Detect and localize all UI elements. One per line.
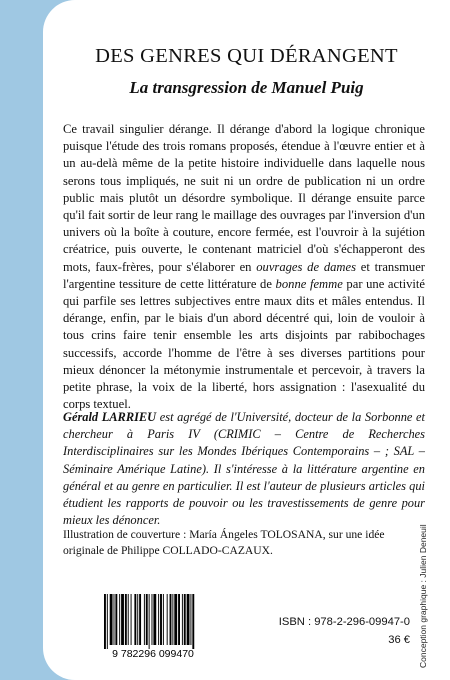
barcode-bar (125, 594, 127, 645)
illustration-credit: Illustration de couverture : María Ángeles TOLOSANA, sur une idée originale de Philippe COLLADO-CAZAUX. (63, 528, 385, 557)
barcode-bar (182, 594, 183, 645)
barcode-bar (137, 594, 138, 645)
book-title: DES GENRES QUI DÉRANGENT (95, 45, 398, 67)
barcode-bar (110, 594, 113, 645)
barcode (98, 591, 208, 659)
barcode-bar (119, 594, 120, 645)
isbn: ISBN : 978-2-296-09947-0 (278, 616, 410, 628)
barcode-bar (187, 594, 190, 645)
design-credit: Conception graphique : Julien Deneuil (418, 524, 428, 668)
blurb-emphasis-2: bonne femme (275, 276, 343, 291)
author-bio (63, 409, 425, 529)
barcode-bar (167, 594, 168, 645)
author-bio-text: est agrégé de l'Université, docteur de la Sorbonne et chercheur à Paris IV (CRIMIC – Centre de Recherches Interdisciplinaires sur les Mondes Ibériques Contemporains – ; SAL – Séminaire Amérique Latine). Il s'intéresse à la littérature argentine en général et au genre en particulier. Il est l'auteur de plusieurs articles qui étudient les rapports de pouvoir ou les travestissements de genre pour mieux les dénoncer. (63, 410, 425, 528)
barcode-bar (104, 594, 106, 649)
barcode-bar (115, 594, 117, 645)
barcode-bar (158, 594, 159, 645)
barcode-bar (107, 594, 108, 649)
blurb-text-1: Ce travail singulier dérange. Il dérange d'abord la logique chronique puisque l'étude des trois romans proposés, étendue à l'œuvre entier et à un au-delà même de la petite histoire individuelle dans laquelle nous serons tous impliqués, ne suit ni un ordre de publication ni un ordre public mais plutôt un désordre symbolique. Il dérange ensuite parce qu'il fait sortir de leur rang le maillage des ouvrages par l'inversion d'un univers où la boîte à couture, encore fermée, est l'ouvroir à la sujétion créatrice, puis ouverte, le contenant matriciel d'où s'échapperont des mots, faux-frères, pour s'élaborer en (63, 122, 425, 274)
barcode-bar (149, 594, 150, 649)
barcode-bar (131, 594, 132, 645)
barcode-bar (153, 594, 156, 645)
barcode-bar (139, 594, 141, 645)
barcode-bar (184, 594, 186, 645)
barcode-bar (128, 594, 129, 645)
price: 36 € (388, 634, 410, 646)
barcode-bar (172, 594, 173, 645)
blurb-text-3: par une activité qui parfile ses lettres subjectives entre maux dits et mâles entendus. Il dérange, enfin, par le biais d'un abord décentré qui, loin de vouloir à tous crins faire tenir ensemble les arts disjoints par rabibochages successifs, accorde l'homme de l'être à ses diverses partitions pour mieux dénoncer la métonymie instrumentale et percevoir, à travers la petite phrase, la voix de la liberté, hors assignation : l'asexualité du corps textuel. (63, 276, 425, 412)
barcode-bar (163, 594, 164, 645)
blurb-emphasis-1: ouvrages de dames (256, 259, 357, 274)
barcode-bar (190, 594, 191, 645)
barcode-bar (121, 594, 124, 645)
blurb-text-2: et transmuer l'argentine tessiture de cette littérature de (63, 259, 425, 291)
author-name: Gérald LARRIEU (63, 410, 157, 424)
blurb-paragraph (63, 121, 425, 413)
book-subtitle: La transgression de Manuel Puig (129, 78, 364, 97)
barcode-bar (174, 594, 177, 645)
barcode-bar (114, 594, 115, 645)
barcode-bar (152, 594, 153, 645)
barcode-bar (144, 594, 145, 645)
barcode-bar (146, 594, 148, 645)
barcode-bar (192, 594, 194, 649)
barcode-bar (178, 594, 180, 645)
barcode-number: 9 782296 099470 (112, 648, 194, 659)
barcode-bar (134, 594, 136, 645)
barcode-bar (170, 594, 172, 645)
barcode-bar (160, 594, 162, 645)
back-cover-panel (43, 0, 450, 680)
